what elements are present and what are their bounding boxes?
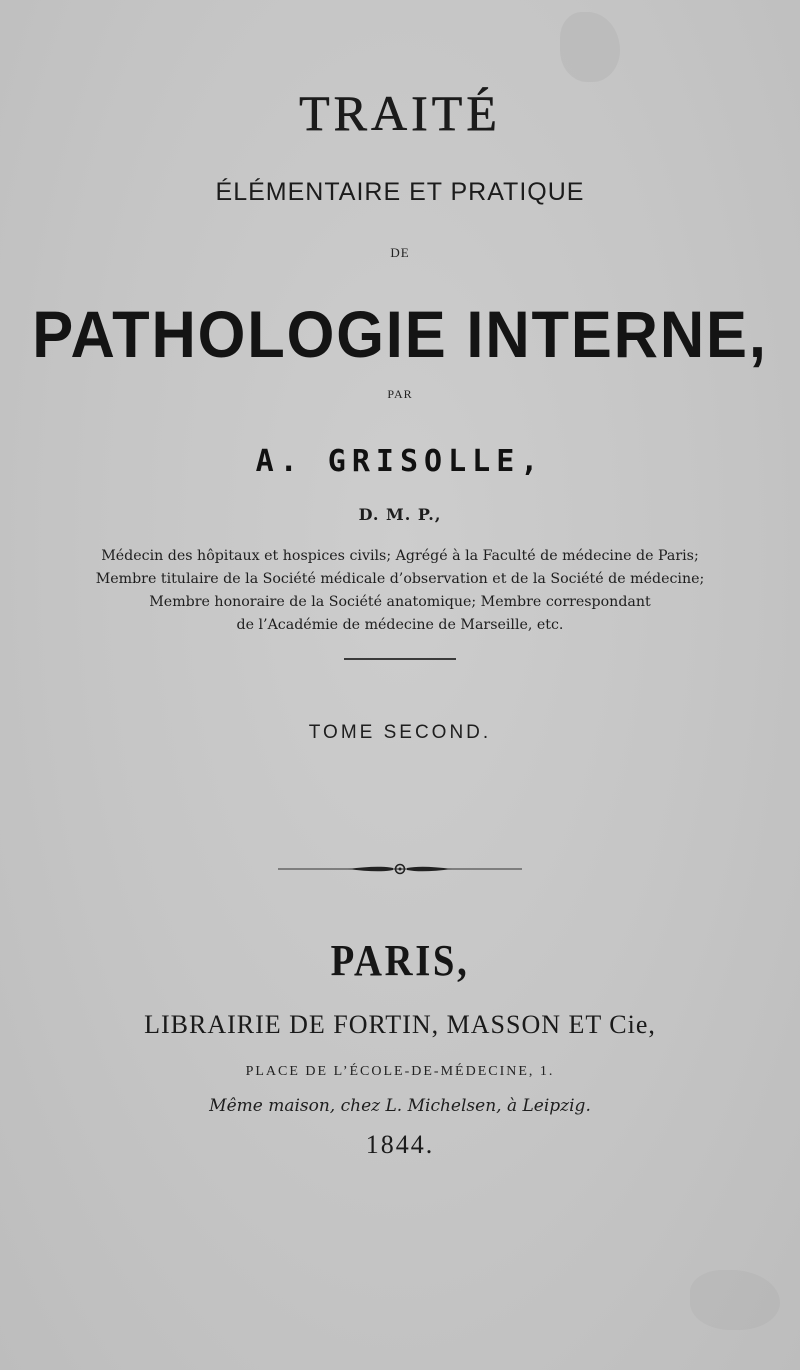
credential-line: Médecin des hôpitaux et hospices civils; Agrégé à la Faculté de médecine de Paris; xyxy=(101,548,699,564)
publication-year: 1844. xyxy=(365,1130,435,1159)
publisher-address: PLACE DE L’ÉCOLE-DE-MÉDECINE, 1. xyxy=(245,1064,555,1079)
leipzig-imprint: Même maison, chez L. Michelsen, à Leipzig. xyxy=(209,1096,591,1116)
divider-rule xyxy=(344,658,456,660)
publisher-name: LIBRAIRIE DE FORTIN, MASSON ET Cie, xyxy=(144,1010,656,1039)
connector-de: DE xyxy=(390,245,410,260)
connector-par: PAR xyxy=(387,387,413,401)
book-subtitle: ÉLÉMENTAIRE ET PRATIQUE xyxy=(215,178,585,206)
author-credentials xyxy=(0,545,800,637)
author-name: A. GRISOLLE, xyxy=(255,444,545,479)
ornament-rule xyxy=(278,862,522,876)
book-title: TRAITÉ xyxy=(299,85,501,141)
volume-label: TOME SECOND. xyxy=(308,722,492,743)
credential-line: de l’Académie de médecine de Marseille, etc. xyxy=(236,617,564,633)
credential-line: Membre honoraire de la Société anatomique; Membre correspondant xyxy=(149,594,651,610)
author-degree: D. M. P., xyxy=(358,505,442,524)
publication-city: PARIS, xyxy=(330,936,470,985)
book-main-title: PATHOLOGIE INTERNE, xyxy=(32,297,768,371)
page-stain xyxy=(560,12,620,82)
page-stain xyxy=(690,1270,780,1330)
credential-line: Membre titulaire de la Société médicale d’observation et de la Société de médecine; xyxy=(95,571,705,587)
